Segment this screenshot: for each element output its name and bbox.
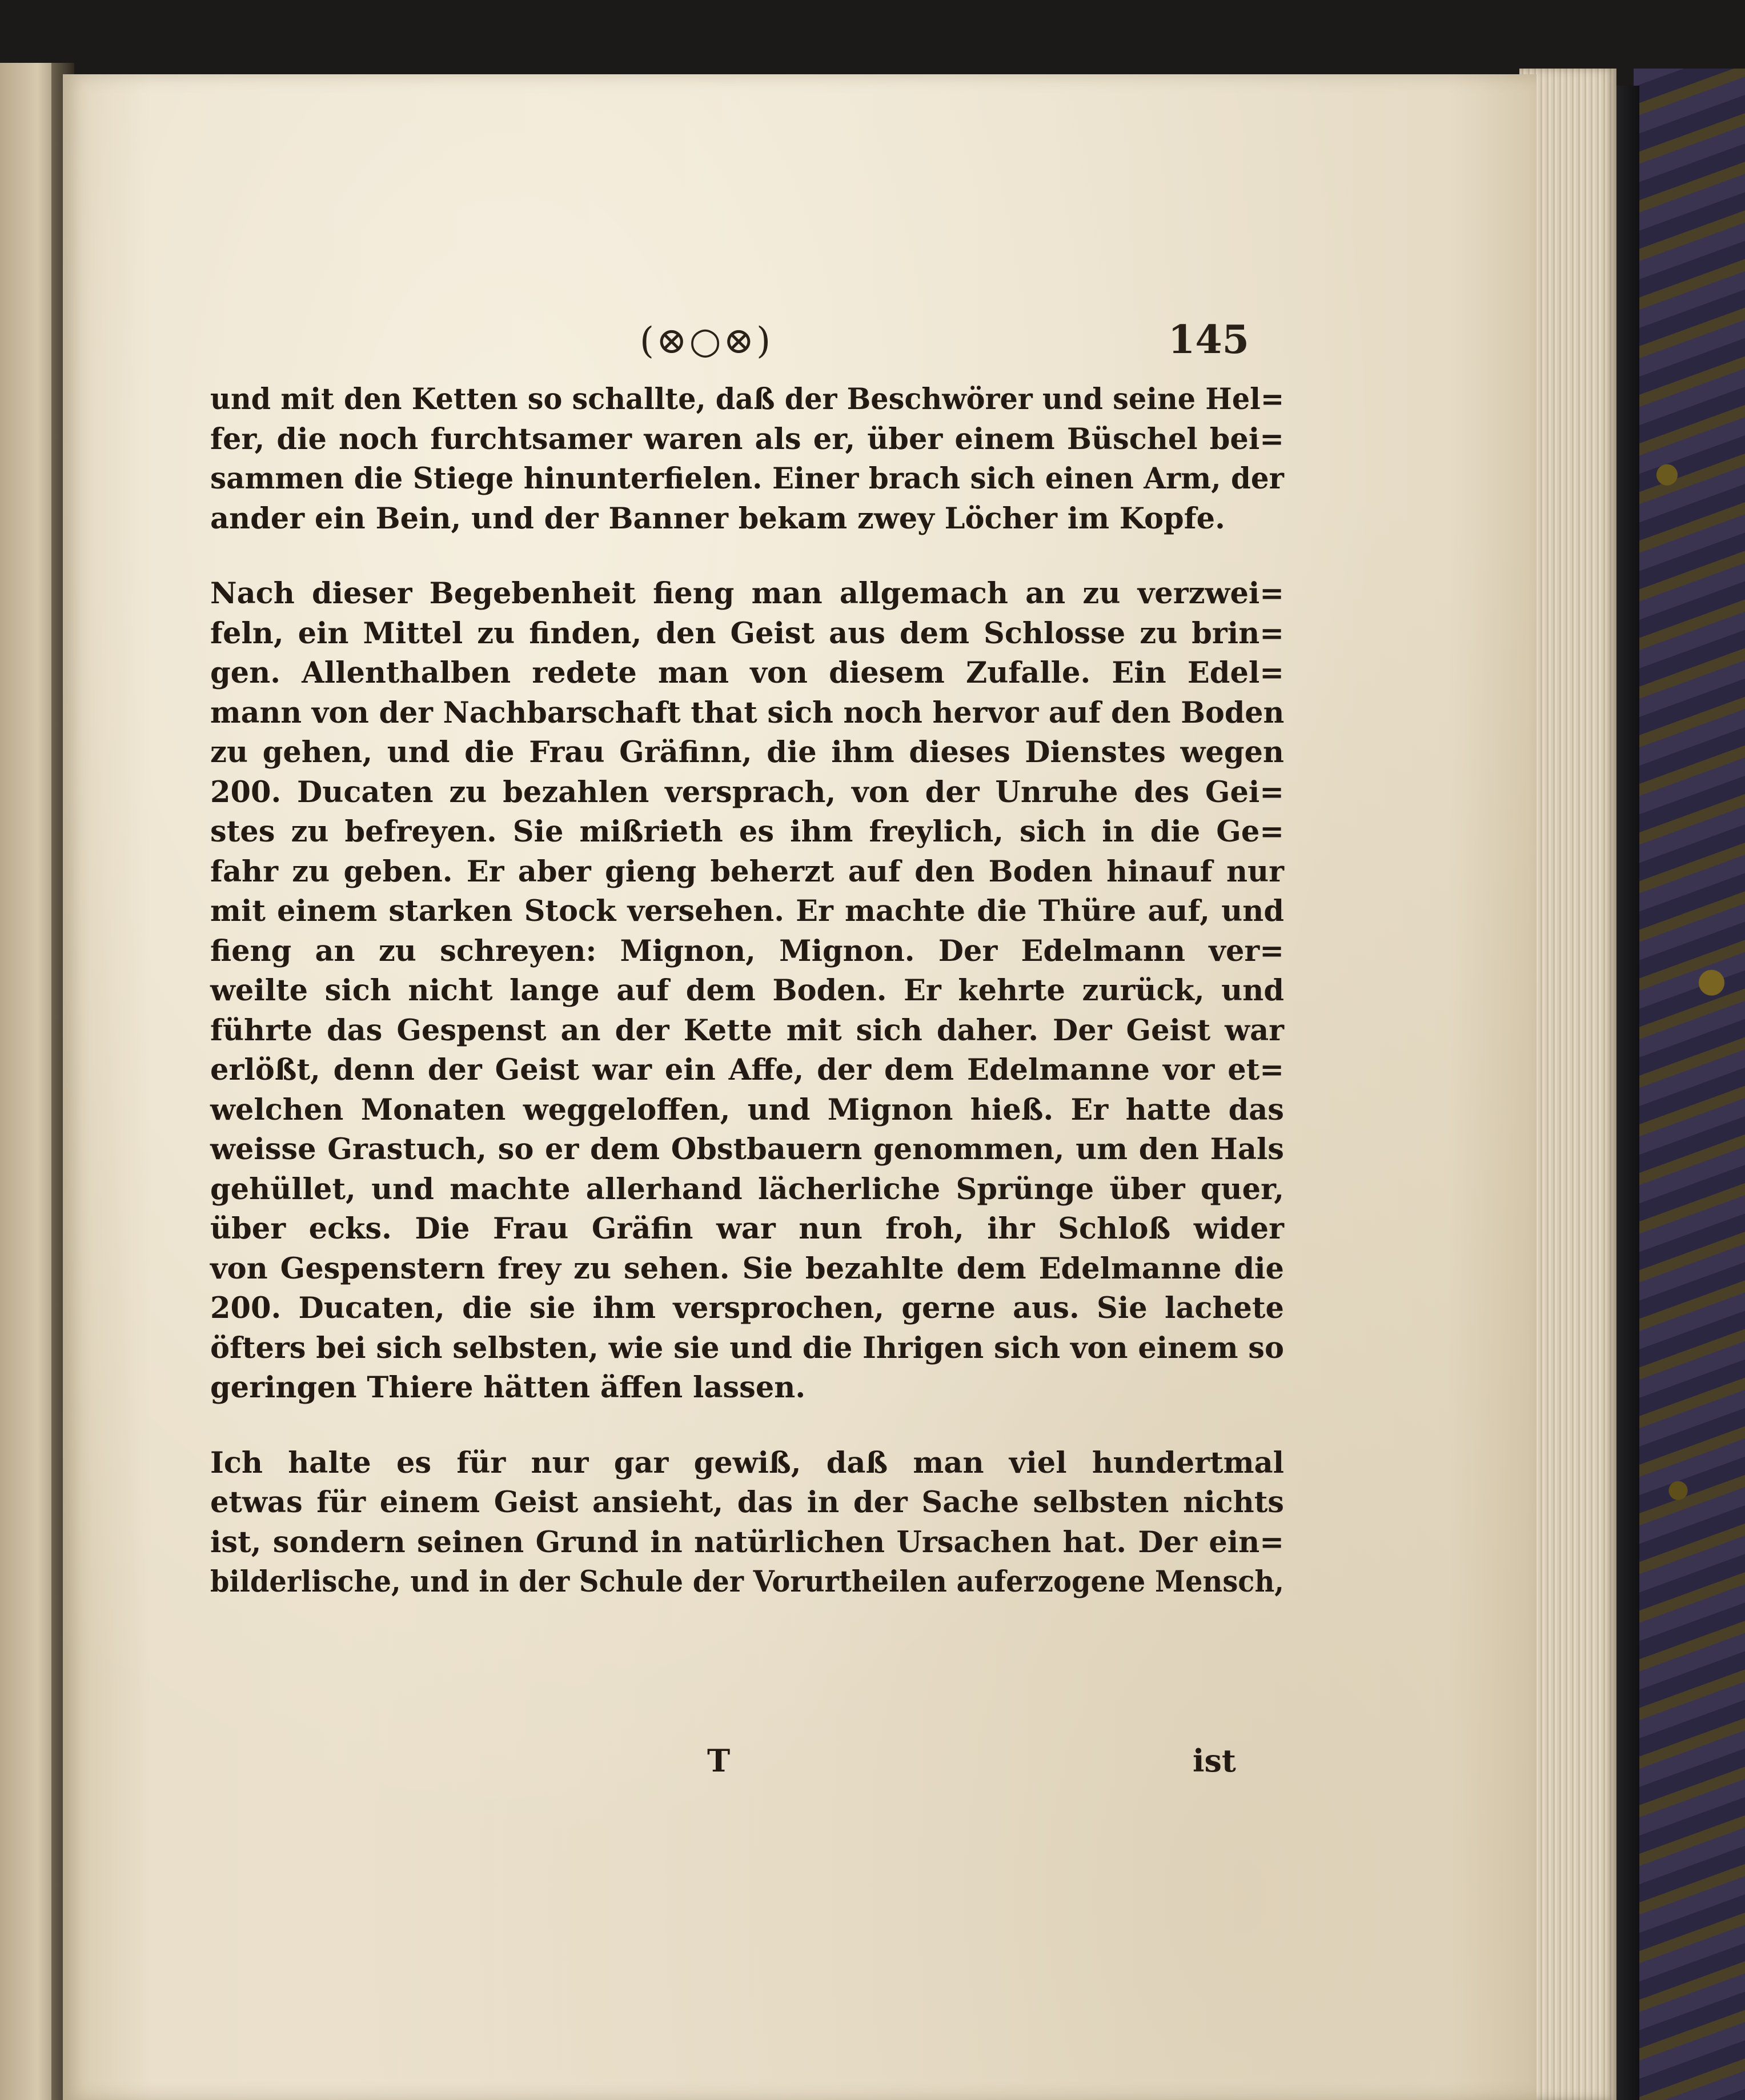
text-line: Ich halte es für nur gar gewiß, daß man viel hundertmal <box>210 1445 1284 1480</box>
text-line: gen. Allenthalben redete man von diesem Zufalle. Ein Edel= <box>210 656 1284 690</box>
page-number: 145 <box>1168 317 1249 363</box>
book-page <box>63 74 1537 2100</box>
text-line: erlößt, denn der Geist war ein Affe, der dem Edelmanne vor et= <box>210 1053 1284 1087</box>
text-line: mit einem starken Stock versehen. Er machte die Thüre auf, und <box>210 894 1284 928</box>
paragraph-1 <box>210 380 1284 539</box>
text-line: zu gehen, und die Frau Gräfinn, die ihm dieses Dienstes wegen <box>210 735 1284 770</box>
text-line: 200. Ducaten, die sie ihm versprochen, gerne aus. Sie lachete <box>210 1291 1284 1325</box>
text-line: fer, die noch furchtsamer waren als er, über einem Büschel bei= <box>210 422 1284 456</box>
text-line: weisse Grastuch, so er dem Obstbauern genommen, um den Hals <box>210 1132 1284 1167</box>
paragraph-3 <box>210 1444 1284 1602</box>
page-footer <box>210 1742 1284 1782</box>
header-ornament: (⊗○⊗) <box>640 320 773 362</box>
text-line: sammen die Stiege hinunterfielen. Einer brach sich einen Arm, der <box>210 462 1284 496</box>
text-line: ist, sondern seinen Grund in natürlichen Ursachen hat. Der ein= <box>210 1525 1284 1560</box>
text-line: weilte sich nicht lange auf dem Boden. Er kehrte zurück, und <box>210 973 1284 1008</box>
text-line: 200. Ducaten zu bezahlen versprach, von der Unruhe des Gei= <box>210 775 1284 809</box>
text-line: welchen Monaten weggeloffen, und Mignon hieß. Er hatte das <box>210 1092 1284 1127</box>
text-line: ander ein Bein, und der Banner bekam zwey Löcher im Kopfe. <box>210 501 1225 536</box>
signature-mark: T <box>707 1742 731 1779</box>
text-line: gehüllet, und machte allerhand lächerliche Sprünge über quer, <box>210 1172 1284 1207</box>
text-line: Nach dieser Begebenheit fieng man allgemach an zu verzwei= <box>210 576 1284 611</box>
text-line: feln, ein Mittel zu finden, den Geist aus dem Schlosse zu brin= <box>210 616 1284 651</box>
paragraph-2 <box>210 574 1284 1408</box>
text-line: fahr zu geben. Er aber gieng beherzt auf den Boden hinauf nur <box>210 854 1284 889</box>
text-line: stes zu befreyen. Sie mißrieth es ihm freylich, sich in die Ge= <box>210 815 1284 849</box>
text-line: über ecks. Die Frau Gräfin war nun froh, ihr Schloß wider <box>210 1212 1284 1246</box>
catchword: ist <box>1193 1742 1236 1779</box>
text-line: und mit den Ketten so schallte, daß der Beschwörer und seine Hel= <box>210 382 1285 416</box>
text-line: führte das Gespenst an der Kette mit sich daher. Der Geist war <box>210 1013 1284 1048</box>
text-line: etwas für einem Geist ansieht, das in der Sache selbsten nichts <box>210 1485 1284 1520</box>
text-line: mann von der Nachbarschaft that sich noch hervor auf den Boden <box>210 695 1285 730</box>
text-line: von Gespenstern frey zu sehen. Sie bezahlte dem Edelmanne die <box>210 1251 1284 1286</box>
text-line: geringen Thiere hätten äffen lassen. <box>210 1370 806 1405</box>
text-line: öfters bei sich selbsten, wie sie und die Ihrigen sich von einem so <box>210 1330 1284 1365</box>
text-line: bilderlische, und in der Schule der Vorurtheilen auferzogene Mensch, <box>210 1565 1284 1599</box>
body-text <box>210 380 1284 1602</box>
text-line: fieng an zu schreyen: Mignon, Mignon. Der Edelmann ver= <box>210 933 1284 968</box>
marbled-cover <box>1634 69 1745 2100</box>
